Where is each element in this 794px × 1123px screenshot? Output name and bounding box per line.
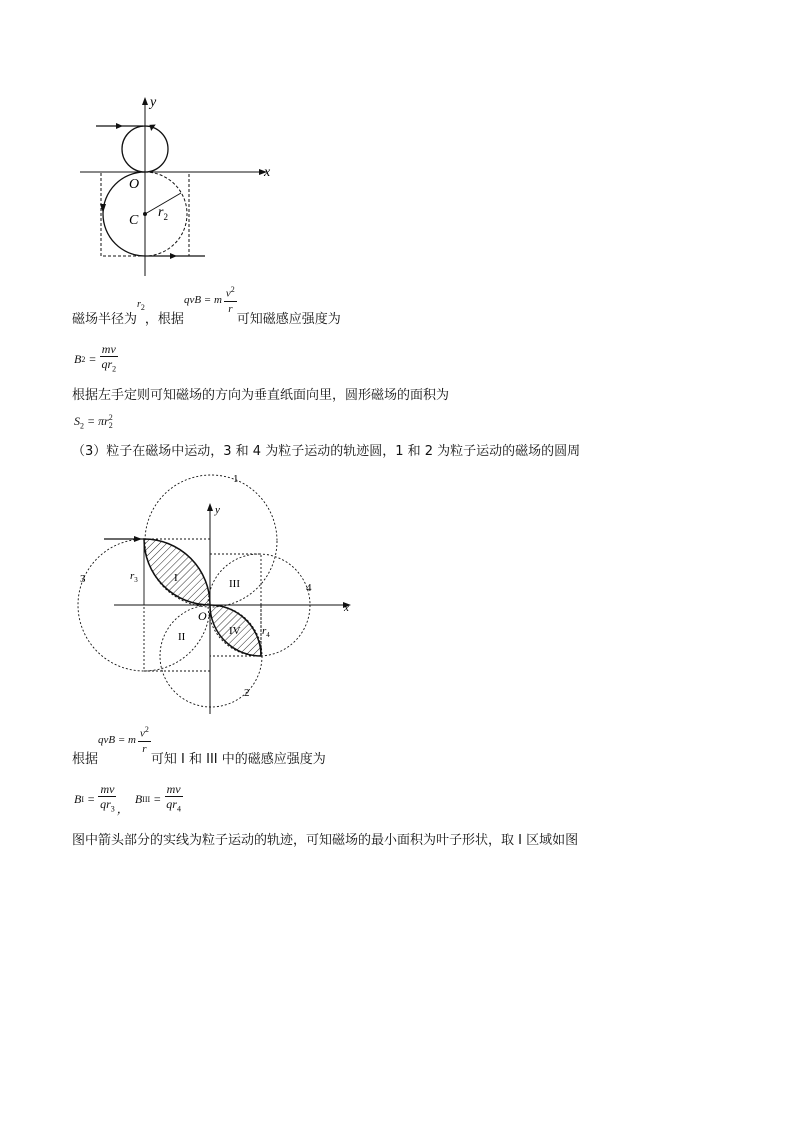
r2-symbol: $r_2$ [137,299,145,312]
radius-label-r4: $r_4$ [262,625,270,639]
axis-label-x: x [344,602,349,614]
line-1-post: 可知磁感应强度为 [236,312,341,327]
line-4-pre: 根据 [72,752,99,767]
formula-qvb-2: qvB = m $\frac{v^2}{r}$ [98,725,149,755]
incoming-arrowhead [116,123,123,129]
circle-label-1: 1 [233,473,239,485]
equation-s2: $S_2 = \pi r$ 2 2 [74,413,113,431]
region-label-IV: IV [229,625,241,637]
figure-2-diagram [72,468,362,720]
figure-1-diagram [70,92,280,282]
region-label-III: III [229,578,240,590]
region-label-II: II [178,631,186,643]
circle-label-4: 4 [306,582,312,594]
text-line-5: 图中箭头部分的实线为粒子运动的轨迹，可知磁场的最小面积为叶子形状，取 I 区域如图 [72,833,579,848]
axis-label-x: x [264,165,271,180]
circle-label-2: 2 [244,687,250,699]
text-line-3: （3）粒子在磁场中运动，3 和 4 为粒子运动的轨迹圆，1 和 2 为粒子运动的磁场的圆周 [72,444,581,459]
center-label: C [129,213,139,228]
axis-label-y: y [150,95,157,110]
line-4-post: 可知 I 和 III 中的磁感应强度为 [150,752,326,767]
equation-b1-biii: B I = $\frac{mv}{qr_3}$ ， B III = $\frac{mv}{qr_4}$ [74,782,181,816]
outgoing-arrowhead [170,253,177,259]
equation-b2: B 2 = $\frac{mv}{qr_2}$ [74,342,117,374]
radius-label-r3: $r_3$ [130,570,138,584]
line-1-mid: ，根据 [144,312,184,327]
circle-label-3: 3 [80,573,86,585]
incoming-arrowhead [134,536,142,542]
text-line-1 [72,285,341,330]
line-1-pre: 磁场半径为 [72,312,138,327]
text-line-4 [72,725,326,770]
region-label-I: I [174,572,178,584]
radius-label: $r_2$ [158,205,168,222]
formula-qvb: qvB = m $\frac{v^2}{r}$ [183,285,235,315]
axis-label-y: y [215,504,220,516]
origin-label: O [129,177,140,192]
origin-label: O [198,609,207,623]
text-line-2: 根据左手定则可知磁场的方向为垂直纸面向里，圆形磁场的面积为 [72,388,450,403]
